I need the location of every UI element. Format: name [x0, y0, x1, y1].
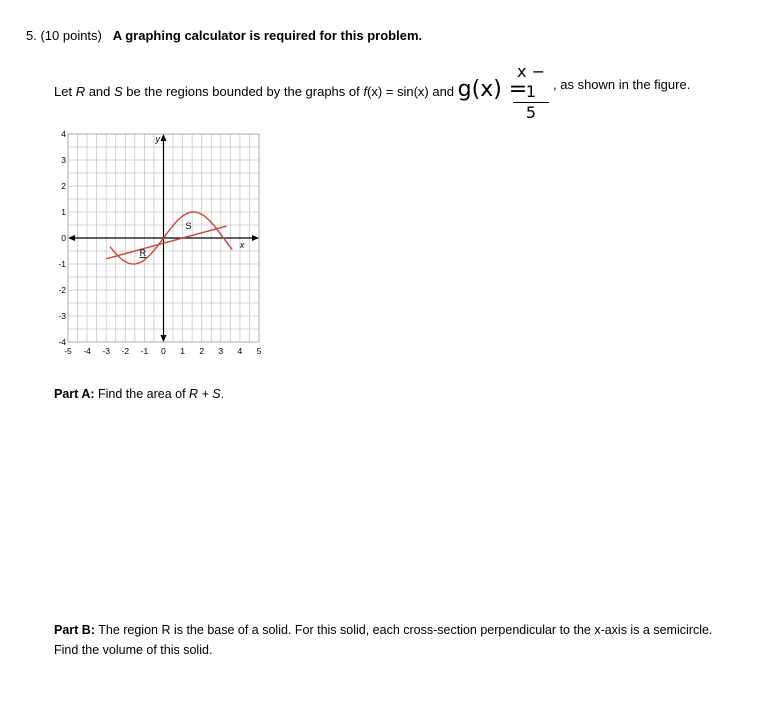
x-axis-arrow-right: [252, 235, 259, 241]
x-tick-label: 3: [218, 346, 224, 356]
g-numerator: x − 1: [517, 62, 545, 101]
region-s-label: S: [185, 220, 192, 231]
line-g: [106, 226, 226, 259]
intro-text: Let: [54, 84, 76, 99]
intro-text: be the regions bounded by the graphs of: [122, 84, 364, 99]
x-tick-label: 5: [256, 346, 262, 356]
y-axis-label: y: [155, 133, 160, 144]
part-a-text: Find the area of: [94, 387, 190, 401]
x-tick-label: 1: [180, 346, 185, 356]
x-tick-label: -2: [121, 346, 130, 356]
x-axis-label: x: [239, 240, 245, 250]
part-b-label: Part B:: [54, 623, 95, 637]
part-a-text-end: .: [220, 387, 225, 401]
part-b-text-line1: The region R is the base of a solid. For this solid, each cross-section perpendicular to the x-axis is a semicircle.: [94, 623, 713, 637]
x-tick-label: 4: [237, 346, 243, 356]
x-tick-label: -5: [64, 346, 72, 356]
problem-number-points: 5. (10 points): [26, 28, 102, 43]
function-graph: [56, 128, 276, 363]
x-tick-label: -1: [140, 346, 149, 356]
calculator-requirement: A graphing calculator is required for this problem.: [112, 28, 423, 43]
region-r-symbol: R: [75, 84, 86, 99]
y-axis-arrow-down: [161, 335, 167, 342]
intro-tail: , as shown in the figure.: [553, 77, 691, 92]
function-f-symbol: f: [363, 84, 367, 99]
y-tick-label: -2: [58, 285, 66, 295]
g-denominator: 5: [525, 103, 537, 122]
x-tick-label: -3: [102, 346, 110, 356]
intro-text: (x) = sin(x) and: [366, 84, 458, 99]
part-a: [54, 387, 224, 401]
x-axis-arrow-left: [68, 235, 75, 241]
y-tick-label: -1: [58, 259, 66, 269]
y-axis-arrow-up: [161, 134, 167, 141]
y-tick-label: -4: [58, 337, 66, 347]
y-tick-label: 0: [61, 233, 66, 243]
x-tick-label: 0: [161, 346, 166, 356]
y-tick-label: 3: [61, 155, 66, 165]
region-r-label: R: [139, 248, 147, 259]
part-a-label: Part A:: [54, 387, 95, 401]
g-fraction: [511, 62, 551, 123]
problem-intro: [54, 77, 527, 102]
y-tick-label: -3: [58, 311, 66, 321]
intro-text: and: [85, 84, 114, 99]
x-tick-label: 2: [199, 346, 205, 356]
function-g-label: g(x) =: [457, 77, 528, 102]
part-b: [54, 620, 712, 660]
x-tick-label: -4: [83, 346, 91, 356]
y-tick-label: 4: [61, 129, 66, 139]
y-tick-label: 2: [61, 181, 66, 191]
part-b-text-line2: Find the volume of this solid.: [54, 643, 213, 657]
problem-header: [26, 28, 422, 43]
region-s-symbol: S: [114, 84, 123, 99]
y-tick-label: 1: [61, 207, 66, 217]
part-a-expression: R + S: [189, 387, 221, 401]
